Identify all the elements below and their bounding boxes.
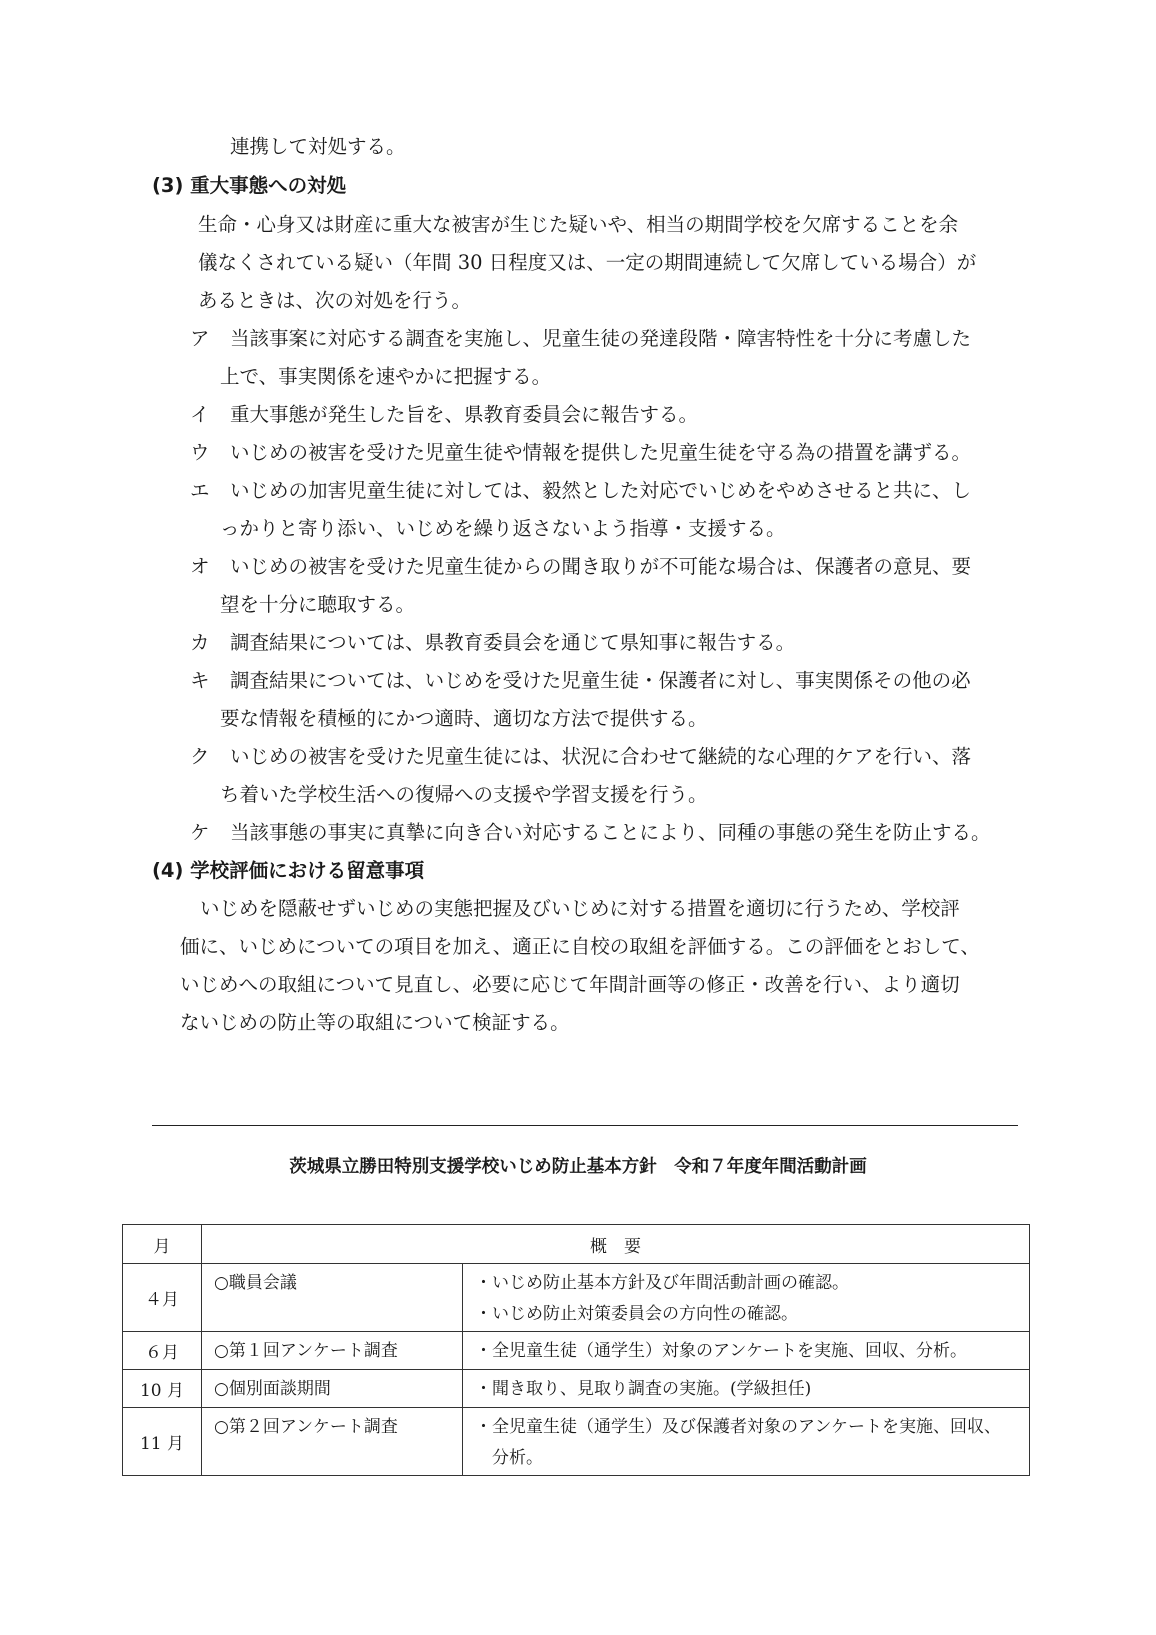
item-label: キ [190,669,210,692]
row-event: ○個別面談期間 [202,1370,463,1408]
row-details [463,1332,1030,1370]
item-text-continued: っかりと寄り添い、いじめを繰り返さないよう指導・支援する。 [220,517,786,540]
header-summary: 概 要 [202,1225,1030,1264]
row-event: ○第１回アンケート調査 [202,1332,463,1370]
table-row [123,1264,1030,1332]
list-item [190,630,795,656]
row-month: ６月 [123,1332,202,1370]
table-row [123,1332,1030,1370]
item-text: 調査結果については、県教育委員会を通じて県知事に報告する。 [230,631,796,654]
detail-line: 分析。 [475,1448,543,1468]
detail-line: ・聞き取り、見取り調査の実施。(学級担任) [475,1379,812,1399]
row-details [463,1264,1030,1332]
detail-line: ・全児童生徒（通学生）及び保護者対象のアンケートを実施、回収、 [475,1417,1001,1437]
row-month: ４月 [123,1264,202,1332]
item-text: 当該事案に対応する調査を実施し、児童生徒の発達段階・障害特性を十分に考慮した [230,327,972,350]
row-event: ○第２回アンケート調査 [202,1408,463,1476]
detail-line: ・全児童生徒（通学生）対象のアンケートを実施、回収、分析。 [475,1341,967,1361]
detail-line: ・いじめ防止対策委員会の方向性の確認。 [475,1304,798,1324]
row-event: ○職員会議 [202,1264,463,1332]
section-4-line: いじめへの取組について見直し、必要に応じて年間計画等の修正・改善を行い、より適切 [180,973,960,996]
list-item [190,744,971,770]
item-text: いじめの被害を受けた児童生徒や情報を提供した児童生徒を守る為の措置を講ずる。 [230,441,972,464]
item-text-continued: ち着いた学校生活への復帰への支援や学習支援を行う。 [220,783,708,806]
item-label: エ [190,479,210,502]
list-item [190,478,971,504]
section-3-intro-line: 儀なくされている疑い（年間 30 日程度又は、一定の期間連続して欠席している場合）が [198,251,977,274]
annual-plan-table [122,1224,1030,1476]
item-text-continued: 上で、事実関係を速やかに把握する。 [220,365,552,388]
header-month: 月 [123,1225,202,1264]
item-text: 重大事態が発生した旨を、県教育委員会に報告する。 [230,403,699,426]
continuation-text: 連携して対処する。 [230,135,406,158]
row-month: 11 月 [123,1408,202,1476]
detail-line: ・いじめ防止基本方針及び年間活動計画の確認。 [475,1273,849,1293]
section-4-heading: (4) 学校評価における留意事項 [152,859,425,882]
divider-line [152,1125,1018,1126]
list-item [190,440,971,466]
item-text: いじめの加害児童生徒に対しては、毅然とした対応でいじめをやめさせると共に、し [230,479,972,502]
list-item [190,402,698,428]
item-label: ク [190,745,210,768]
row-month: 10 月 [123,1370,202,1408]
section-3-intro-line: 生命・心身又は財産に重大な被害が生じた疑いや、相当の期間学校を欠席することを余 [198,213,959,236]
item-label: ケ [190,821,210,844]
item-text: 調査結果については、いじめを受けた児童生徒・保護者に対し、事実関係その他の必 [230,669,971,692]
item-label: イ [190,403,210,426]
item-label: オ [190,555,210,578]
plan-title: 茨城県立勝田特別支援学校いじめ防止基本方針 令和７年度年間活動計画 [289,1157,867,1177]
list-item [190,668,971,694]
list-item [190,326,971,352]
section-4-line: いじめを隠蔽せずいじめの実態把握及びいじめに対する措置を適切に行うため、学校評 [200,897,960,920]
table-header-row [123,1225,1030,1264]
section-4-line: 価に、いじめについての項目を加え、適正に自校の取組を評価する。この評価をとおして、 [180,935,980,958]
section-3-heading: (3) 重大事態への対処 [152,174,347,197]
row-details [463,1408,1030,1476]
section-3-intro-line: あるときは、次の対処を行う。 [198,289,472,312]
item-label: ア [190,327,210,350]
list-item [190,554,971,580]
item-label: ウ [190,441,210,464]
list-item [190,820,991,846]
table-row [123,1408,1030,1476]
item-text: いじめの被害を受けた児童生徒からの聞き取りが不可能な場合は、保護者の意見、要 [230,555,972,578]
row-details [463,1370,1030,1408]
table-row [123,1370,1030,1408]
section-4-line: ないじめの防止等の取組について検証する。 [180,1011,570,1034]
item-text: いじめの被害を受けた児童生徒には、状況に合わせて継続的な心理的ケアを行い、落 [230,745,972,768]
item-text-continued: 望を十分に聴取する。 [220,593,416,616]
item-text-continued: 要な情報を積極的にかつ適時、適切な方法で提供する。 [220,707,708,730]
item-label: カ [190,631,210,654]
item-text: 当該事態の事実に真摯に向き合い対応することにより、同種の事態の発生を防止する。 [230,821,991,844]
